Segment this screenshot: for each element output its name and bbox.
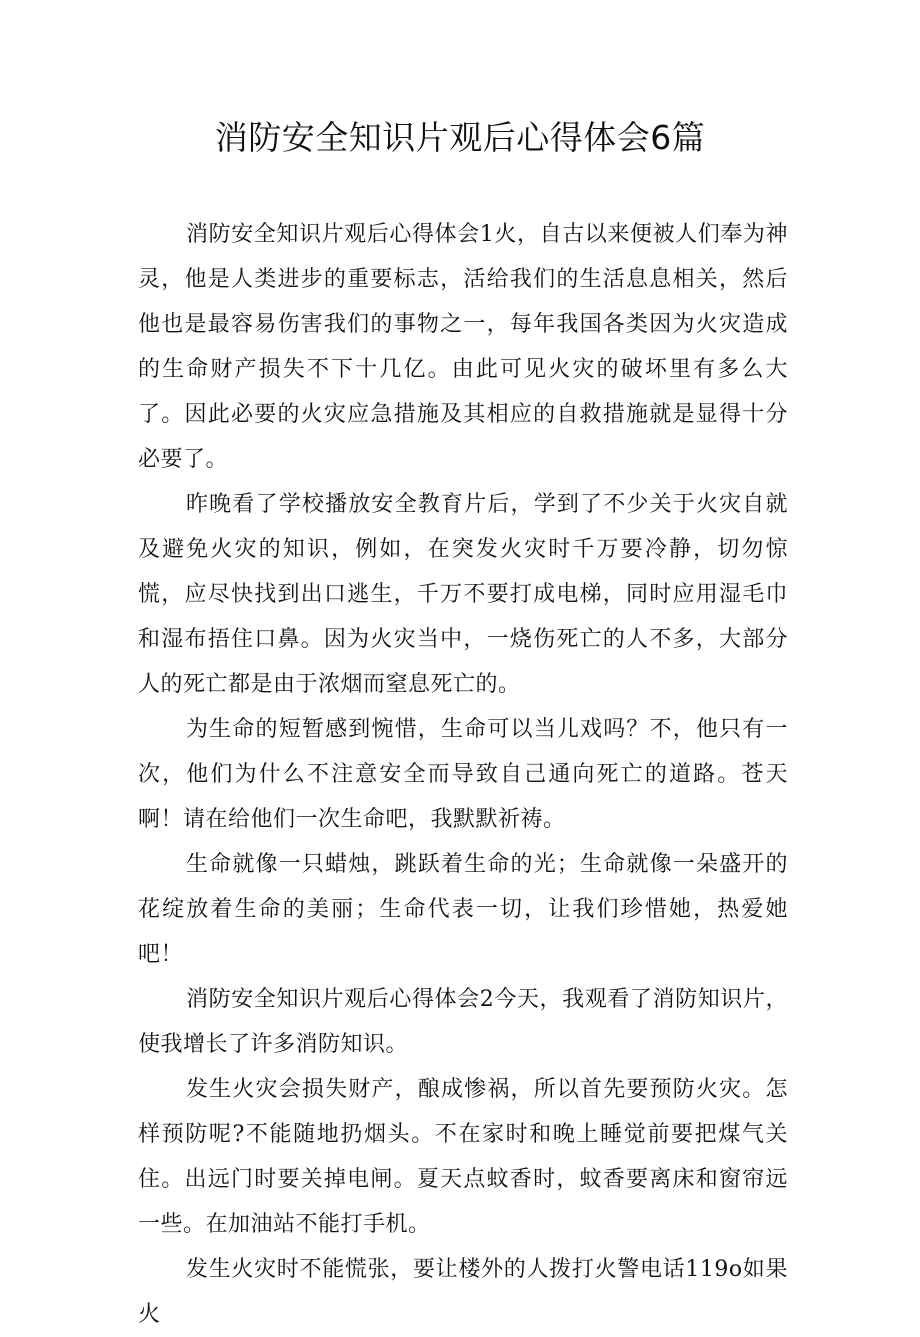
paragraph-6: 发生火灾会损失财产，酿成惨祸，所以首先要预防火灾。怎样预防呢?不能随地扔烟头。不在家时和晚上睡觉前要把煤气关住。出远门时要关掉电闸。夏天点蚊香时，蚊香要离床和窗帘远一些。在加油站不能打手机。: [138, 1077, 788, 1237]
paragraph-7: 发生火灾时不能慌张，要让楼外的人拨打火警电话119o如果火: [138, 1257, 788, 1327]
paragraph-2: 昨晚看了学校播放安全教育片后，学到了不少关于火灾自就及避免火灾的知识，例如，在突发火灾时千万要冷静，切勿惊慌，应尽快找到出口逃生，千万不要打成电梯，同时应用湿毛巾和湿布捂住口鼻。因为火灾当中，一烧伤死亡的人不多，大部分人的死亡都是由于浓烟而窒息死亡的。: [138, 492, 788, 697]
paragraph-1: 消防安全知识片观后心得体会1火，自古以来便被人们奉为神灵，他是人类进步的重要标志，活给我们的生活息息相关，然后他也是最容易伤害我们的事物之一，每年我国各类因为火灾造成的生命财产损失不下十几亿。由此可见火灾的破坏里有多么大了。因此必要的火灾应急措施及其相应的自救措施就是显得十分必要了。: [138, 222, 788, 472]
document-body: [138, 212, 788, 1337]
paragraph-3: 为生命的短暂感到惋惜，生命可以当儿戏吗？不，他只有一次，他们为什么不注意安全而导致自己通向死亡的道路。苍天啊！请在给他们一次生命吧，我默默祈祷。: [138, 717, 788, 832]
paragraph-4: 生命就像一只蜡烛，跳跃着生命的光；生命就像一朵盛开的花绽放着生命的美丽；生命代表一切，让我们珍惜她，热爱她吧！: [138, 852, 788, 967]
document-title: 消防安全知识片观后心得体会6篇: [214, 118, 706, 157]
paragraph-5: 消防安全知识片观后心得体会2今天，我观看了消防知识片，使我增长了许多消防知识。: [138, 987, 788, 1057]
